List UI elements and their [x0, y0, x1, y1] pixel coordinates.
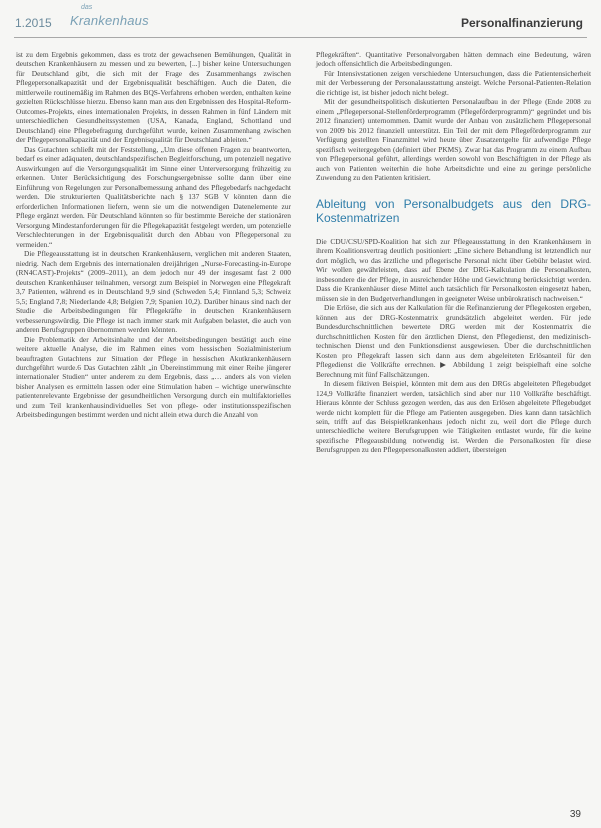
logo-name: Krankenhaus — [70, 13, 149, 28]
page-number: 39 — [569, 809, 581, 820]
header-rule — [14, 37, 587, 38]
paragraph: Für Intensivstationen zeigen verschiedene Untersuchungen, dass die Patientensicherheit mit der Verbesserung der Personalausstattung ansteigt. Welche Personal-Patienten-Relation die richtige ist, ist bisher jedoch nicht belegt. — [316, 68, 591, 97]
right-column — [316, 50, 591, 455]
paragraph: Die Pflegeausstattung ist in deutschen Krankenhäusern, verglichen mit anderen Staaten, niedrig. Nach dem Ergebnis des internationalen dreijährigen „Nurse-Forecasting-in-Europe (RN4CAST)-Projekts“ (2009–2011), an dem jedoch nur 49 der insgesamt fast 2 000 deutschen Krankenhäuser teilnahmen, versorgt zum Beispiel in Norwegen eine Pflegekraft 3,7 Patienten, während es in Deutschland 9,9 sind (Schweden 5,4; Finnland 5,3; Schweiz 5,5; England 7,8; Niederlande 4,8; Belgien 7,9; Spanien 10,2). Darüber hinaus sind nach der Studie die Arbeitsbedingungen für Pflegekräfte in deutschen Krankenhäusern verbesserungswürdig. Die Pflege ist nach immer stark mit Aufgaben belastet, die auch von anderen Berufsgruppen übernommen werden könnten. — [16, 249, 291, 335]
paragraph: Mit der gesundheitspolitisch diskutierten Personalaufbau in der Pflege (Ende 2008 zu einem „Pflegepersonal-Stellenförderprogramm (Pflegeförderprogramm)“ gegründet und bis 2012 finanziert) unternommen. Damit wurde der Anbau von zusätzlichem Pflegepersonal von 2009 bis 2012 finanziell unterstützt. Ein Teil der mit dem Pflegeförderprogramm zur Verfügung gestellten Finanzmittel wird heute über Zusatzentgelte für aufwendige Pflege spezifisch weitergegeben (definiert über PKMS). Zwar hat das Programm zu einem Aufbau von Pflegepersonal geführt, allerdings werden sowohl von Beschäftigten in der Pflege als auch von Patienten weiterhin die hohe Arbeitsdichte und eine zu geringe persönliche Zuwendung zu den Patienten kritisiert. — [316, 97, 591, 183]
section-title: Personalfinanzierung — [460, 16, 583, 30]
logo-das: das — [81, 4, 93, 11]
paragraph: In diesem fiktiven Beispiel, könnten mit dem aus den DRGs abgeleiteten Pflegebudget 124,9 Vollkräfte finanziert werden, tatsächlich sind aber nur 110 Vollkräfte beschäftigt. Hieraus könnte der Schluss gezogen werden, das aus den Erlösen abgeleitete Pflegebudget werde nicht komplett für die Pflege am Patienten ausgegeben. Dies kann dann tatsächlich sein, trifft auf das Beispielkrankenhaus jedoch nicht zu, weil dort die Pflege durch unterschiedliche weitere Berufsgruppen wie Tätigkeiten entlastet wurde, für die keine spezifische Pflegeausbildung notwendig ist. Werden die Personalkosten für diese Berufsgruppen zu den Pflegepersonalkosten addiert, übersteigen — [316, 379, 591, 455]
paragraph: Die CDU/CSU/SPD-Koalition hat sich zur Pflegeausstattung in den Krankenhäusern in ihrem Koalitionsvertrag deutlich positioniert: „Eine sichere Behandlung ist letztendlich nur dort möglich, wo das ärztliche und pflegerische Personal nicht über Gebühr belastet wird. Wir wollen gewährleisten, dass auf Ebene der DRG-Kalkulation die Personalkosten, insbesondere die der Pflege, in ausreichender Höhe und Gewichtung berücksichtigt werden. Dass die Krankenhäuser diese Mittel auch tatsächlich für Personalkosten eingesetzt haben, müssen sie in den Budgetverhandlungen in geeigneter Weise unbürokratisch nachweisen.“ — [316, 236, 591, 303]
paragraph: Das Gutachten schließt mit der Feststellung, „Um diese offenen Fragen zu beantworten, bedarf es einer adäquaten, deutschlandspezifischen Begleitforschung, um potenziell negative Auswirkungen auf die Versorgungsqualität im Sinne einer Unterversorgung frühzeitig zu erkennen. Unter Berücksichtigung des Forschungsergebnisse sollte dann über eine Einführung von Regelungen zur Personalbemessung anhand des Pflegebedarfs nachgedacht werden. Die strukturierten Qualitätsberichte nach § 137 SGB V könnten dann die erforderlichen Informationen liefern, wenn sie um die notwendigen Datenelemente zur Pflege ergänzt werden. Für Deutschland könnten so für bestimmte Bereiche der stationären Versorgung Mindestanforderungen für die Pflegekapazität festgelegt werden, um potenzielle Verschlechterungen in der Ergebnisqualität durch den Abbau von Pflegepersonal zu vermeiden.“ — [16, 144, 291, 249]
page-header — [0, 0, 601, 44]
left-column — [16, 50, 291, 420]
issue-number: 1.2015 — [15, 16, 52, 30]
section-heading: Ableitung von Personalbudgets aus den DRG-Kostenmatrizen — [316, 196, 591, 225]
journal-logo — [70, 4, 160, 38]
paragraph: ist zu dem Ergebnis gekommen, dass es trotz der gewachsenen Bemühungen, Qualität in deutschen Krankenhäusern zu messen und zu bewerten, [...] bisher keine Untersuchungen für Deutschland gibt, die sich mit der Frage des Zusammenhangs zwischen Pflegepersonalkapazität und der Ergebnisqualität beschäftigen. Auch die Daten, die mittlerweile routinemäßig im Rahmen des BQS-Verfahrens erhoben werden, enthalten keine gezielten Rückschlüsse hierzu. Ebenso kann man aus den Ergebnissen des Hospital-Reform-Outcomes-Projekts, eines internationalen Projekts, in dessen Rahmen in fünf Ländern mit unterschiedlichen Gesundheitssystemen (USA, Kanada, England, Schottland und Deutschland) eine Pflegebefragung durchgeführt wurde, keinen Zusammenhang zwischen der Pflegepersonalkapazität und der Ergebnisqualität für Deutschland ableiten.“ — [16, 50, 291, 145]
paragraph: Pflegekräften“. Quantitative Personalvorgaben hätten demnach eine Bedeutung, wären jedoch offensichtlich die Arbeitsbedingungen. — [316, 50, 591, 69]
paragraph: Die Erlöse, die sich aus der Kalkulation für die Refinanzierung der Pflegekosten ergeben, können aus der DRG-Kostenmatrix grundsätzlich abgeleitet werden. Für jede Bundesdurchschnittlichen bewertete DRG werden mit der Kostenmatrix die durchschnittlichen Kosten für den ärztlichen Dienst, den Pflegedienst, den medizinisch-technischen Dienst und den Funktionsdienst ausgewiesen. Über die durchschnittlichen Kosten pro Pflegekraft lassen sich dann aus dem abgeleiteten Erlösanteil für den Pflegedienst die Vollkräfte errechnen. ▶ Abbildung 1 zeigt beispielhaft eine solche Berechnung mit fünf Fallschätzungen. — [316, 303, 591, 379]
paragraph: Die Problematik der Arbeitsinhalte und der Arbeitsbedingungen bestätigt auch eine weitere aktuelle Analyse, die im Rahmen eines vom hessischen Sozialministerium beauftragten Gutachtens zur Situation der Pflege in hessischen Akutkrankenhäusern durchgeführt wurde.6 Das Gutachten zählt „in Übereinstimmung mit einer Reihe jüngerer internationaler Studien“ unter anderem zu dem Ergebnis, dass „… anders als von vielen bisher Analysen es ermitteln lassen oder eine Stimulation haben – wichtige unerwünschte patientenrelevante Ergebnisse der gesundheitlichen Versorgung durch ein multifaktorielles und zum Teil krankenhausindividuelles Set von pflege- oder institutionsspezifischen Arbeitsbedingungen bestimmt werden und nicht allein etwa durch die Anzahl von — [16, 334, 291, 420]
